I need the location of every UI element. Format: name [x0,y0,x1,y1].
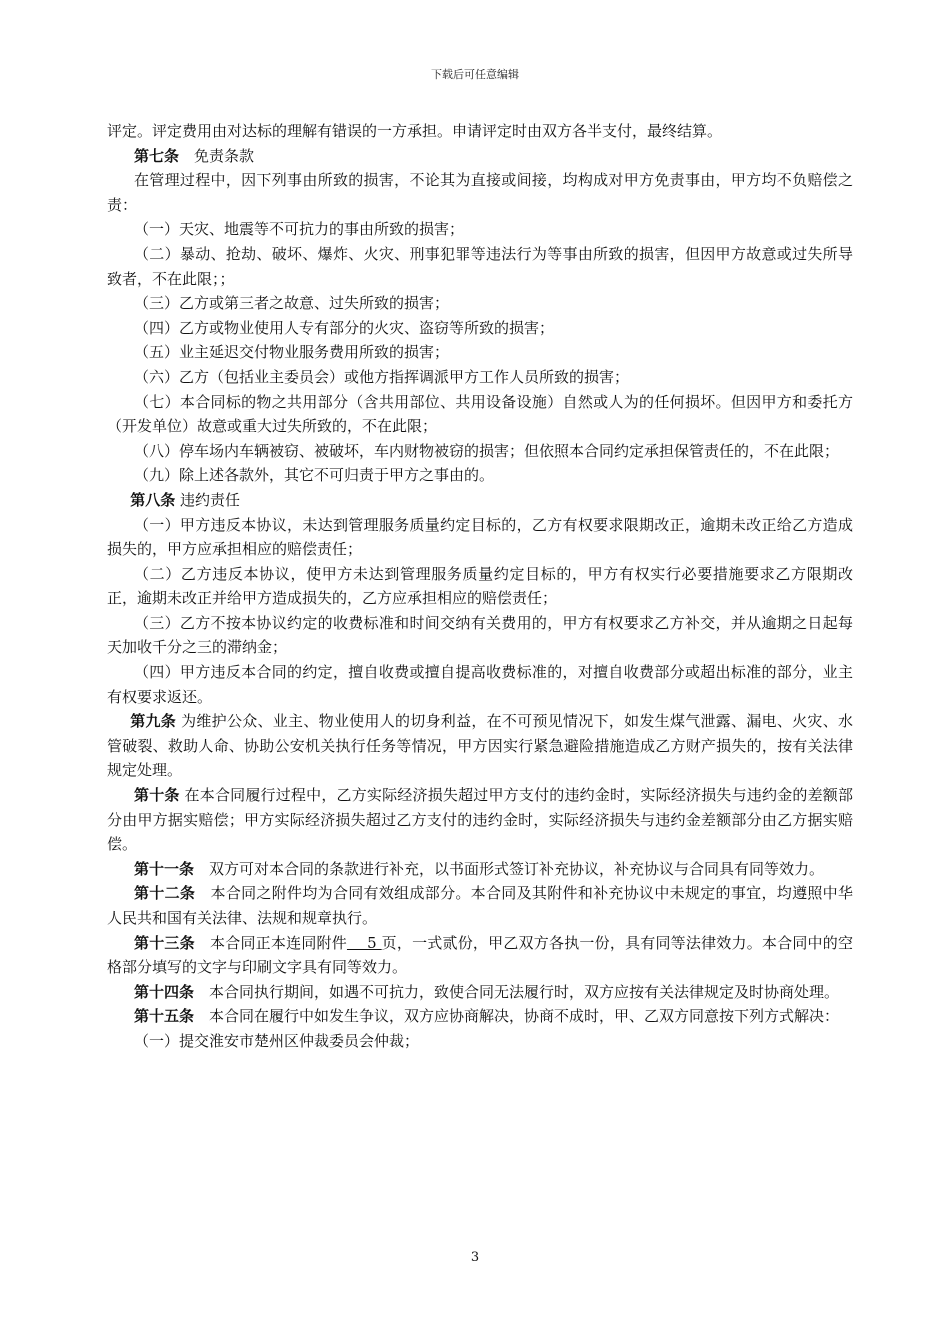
list-item: （三）乙方不按本协议约定的收费标准和时间交纳有关费用的，甲方有权要求乙方补交，并从逾期之日起每天加收千分之三的滞纳金； [107,613,853,657]
article-title: 违约责任 [175,490,241,509]
article-number: 第八条 [130,490,176,509]
page-header: 下载后可任意编辑 [431,68,519,81]
list-item: （四）乙方或物业使用人专有部分的火灾、盗窃等所致的损害； [134,318,555,337]
paragraph: 在管理过程中，因下列事由所致的损害，不论其为直接或间接，均构成对甲方免责事由，甲方均不负赔偿之责： [107,171,853,214]
article-text: 本合同正本连同附件 [194,933,347,952]
article-title: 免责条款 [179,146,255,165]
article-number: 第十三条 [134,933,195,952]
article-number: 第七条 [134,146,180,165]
article-number: 第九条 [130,712,177,731]
list-item: （九）除上述各款外，其它不可归责于甲方之事由的。 [134,466,495,485]
list-item: （二）暴动、抢劫、破坏、爆炸、火灾、刑事犯罪等违法行为等事由所致的损害，但因甲方故意或过失所导致者，不在此限；； [107,244,853,288]
article-text: 本合同在履行中如发生争议，双方应协商解决，协商不成时，甲、乙双方同意按下列方式解决： [194,1007,840,1026]
article-text: 本合同执行期间，如遇不可抗力，致使合同无法履行时，双方应按有关法律规定及时协商处理。 [194,982,840,1001]
article-text: 在本合同履行过程中，乙方实际经济损失超过甲方支付的违约金时，实际经济损失与违约金的差额部分由甲方据实赔偿；甲方实际经济损失超过乙方支付的违约金时，实际经济损失与违约金差额部分由乙方据实赔偿。 [107,786,853,854]
list-item: （四）甲方违反本合同的约定，擅自收费或擅自提高收费标准的，对擅自收费部分或超出标准的部分，业主有权要求返还。 [107,663,853,706]
article-12 [107,881,853,930]
list-item: （五）业主延迟交付物业服务费用所致的损害； [134,343,450,362]
article-text: 本合同之附件均为合同有效组成部分。本合同及其附件和补充协议中未规定的事宜，均遵照中华人民共和国有关法律、法规和规章执行。 [107,884,853,927]
article-7-heading [107,144,853,169]
paragraph-continuation: 评定。评定费用由对达标的理解有错误的一方承担。申请评定时由双方各半支付，最终结算。 [107,122,723,140]
article-text: 页，一式贰份，甲乙双方各执一份，具有同等法律效力。本合同中的空格部分填写的文字与印刷文字具有同等效力。 [107,933,853,977]
article-9 [107,709,853,783]
article-8-heading [107,488,853,513]
filled-blank: 5 [346,933,382,952]
article-15 [107,1004,853,1029]
list-item: （一）提交淮安市楚州区仲裁委员会仲裁； [134,1031,420,1050]
article-number: 第十五条 [134,1007,195,1026]
article-number: 第十四条 [134,982,195,1001]
list-item: （八）停车场内车辆被窃、被破坏，车内财物被窃的损害；但依照本合同约定承担保管责任的，不在此限； [134,441,840,460]
list-item: （二）乙方违反本协议，使甲方未达到管理服务质量约定目标的，甲方有权实行必要措施要求乙方限期改正，逾期未改正并给甲方造成损失的，乙方应承担相应的赔偿责任； [107,564,853,608]
article-text: 为维护公众、业主、物业使用人的切身利益，在不可预见情况下，如发生煤气泄露、漏电、火灾、水管破裂、救助人命、协助公安机关执行任务等情况，甲方因实行紧急避险措施造成乙方财产损失的，按有关法律规定处理。 [107,712,853,780]
article-number: 第十二条 [134,884,196,903]
list-item: （七）本合同标的物之共用部分（含共用部位、共用设备设施）自然或人为的任何损坏。但因甲方和委托方（开发单位）故意或重大过失所致的，不在此限； [107,392,853,436]
article-number: 第十条 [134,786,180,805]
article-11 [107,857,853,882]
article-text: 双方可对本合同的条款进行补充，以书面形式签订补充协议，补充协议与合同具有同等效力。 [194,859,825,878]
article-13 [107,931,853,980]
list-item: （一）天灾、地震等不可抗力的事由所致的损害； [134,220,465,239]
list-item: （一）甲方违反本协议，未达到管理服务质量约定目标的，乙方有权要求限期改正，逾期未改正给乙方造成损失的，甲方应承担相应的赔偿责任； [107,515,853,559]
article-number: 第十一条 [134,859,195,878]
page-number: 3 [470,1250,480,1265]
list-item: （三）乙方或第三者之故意、过失所致的损害； [134,294,450,313]
list-item: （六）乙方（包括业主委员会）或他方指挥调派甲方工作人员所致的损害； [134,367,630,386]
article-14 [107,980,853,1005]
document-body [107,119,853,1054]
article-10 [107,783,853,857]
